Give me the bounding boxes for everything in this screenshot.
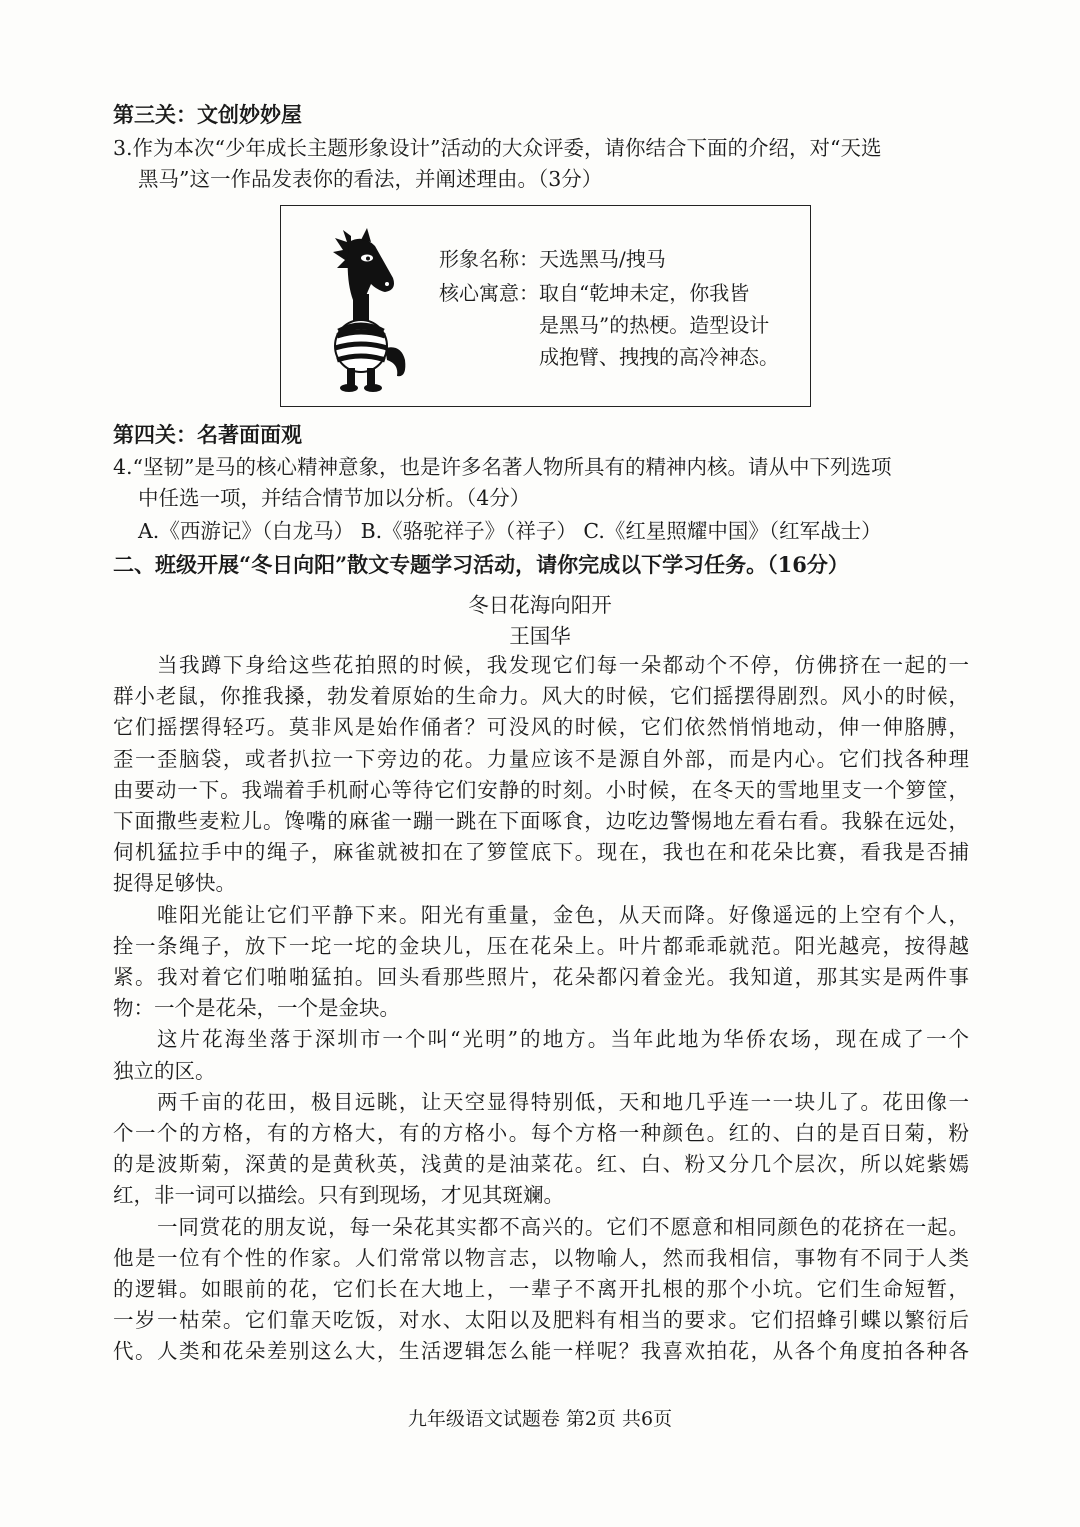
essay-line: 物：一个是花朵，一个是金块。 [113,996,400,1021]
question-4-line-2: 中任选一项，并结合情节加以分析。（4分） [138,486,531,510]
essay-line: 两千亩的花田，极目远眺，让天空显得特别低，天和地几乎连一一块儿了。花田像一 [157,1089,969,1114]
card-meaning-line-3: 成抱臂、拽拽的高冷神态。 [539,345,779,369]
card-meaning-line-1: 核心寓意：取自“乾坤未定，你我皆 [439,281,750,305]
part2-heading: 二、班级开展“冬日向阳”散文专题学习活动，请你完成以下学习任务。（16分） [113,552,849,577]
essay-line: 唯阳光能让它们平静下来。阳光有重量，金色，从天而降。好像遥远的上空有个人， [157,902,969,927]
question-3-line-1: 3.作为本次“少年成长主题形象设计”活动的大众评委，请你结合下面的介绍，对“天选 [113,136,882,160]
essay-line: 紧。我对着它们啪啪猛拍。回头看那些照片，花朵都闪着金光。我知道，那其实是两件事 [113,965,969,989]
card-meaning-line-2: 是黑马”的热梗。造型设计 [539,313,770,337]
essay-line: 他是一位有个性的作家。人们常常以物言志，以物喻人，然而我相信，事物有不同于人类 [113,1245,969,1270]
question-4-options: A.《西游记》（白龙马） B.《骆驼祥子》（祥子） C.《红星照耀中国》（红军战士） [138,519,882,543]
essay-line: 一同赏花的朋友说，每一朵花其实都不高兴的。它们不愿意和相同颜色的花挤在一起。 [157,1214,969,1239]
question-3-line-2: 黑马”这一作品发表你的看法，并阐述理由。（3分） [138,167,603,191]
essay-author: 王国华 [509,624,571,648]
mascot-card [280,205,811,407]
essay-line: 群小老鼠，你推我搡，勃发着原始的生命力。风大的时候，它们摇摆得剧烈。风小的时候， [113,684,969,709]
essay-line: 捉得足够快。 [113,871,236,896]
essay-line: 的逻辑。如眼前的花，它们长在大地上，一辈子不离开扎根的那个小坑。它们生命短暂， [113,1277,969,1301]
essay-line: 的是波斯菊，深黄的是黄秋英，浅黄的是油菜花。红、白、粉又分几个层次，所以姹紫嫣 [113,1152,969,1177]
essay-line: 歪一歪脑袋，或者扒拉一下旁边的花。力量应该不是源自外部，而是内心。它们找各种理 [113,746,969,771]
card-name-line: 形象名称：天选黑马/拽马 [439,247,666,271]
essay-line: 下面撒些麦粒儿。馋嘴的麻雀一蹦一跳在下面啄食，边吃边警惕地左看右看。我躲在远处， [113,809,969,833]
essay-line: 独立的区。 [113,1058,216,1083]
essay-line: 它们摇摆得轻巧。莫非风是始作俑者？可没风的时候，它们依然悄悄地动，伸一伸胳膊， [113,715,969,740]
essay-line: 红，非一词可以描绘。只有到现场，才见其斑斓。 [113,1183,564,1208]
essay-line: 代。人类和花朵差别这么大，生活逻辑怎么能一样呢？我喜欢拍花，从各个角度拍各种各 [113,1339,969,1364]
essay-title: 冬日花海向阳开 [468,593,612,617]
page-footer: 九年级语文试题卷 第2页 共6页 [407,1408,673,1430]
essay-line: 伺机猛拉手中的绳子，麻雀就被扣在了箩筐底下。现在，我也在和花朵比赛，看我是否捕 [113,840,969,865]
essay-line: 个一个的方格，有的方格大，有的方格小。每个方格一种颜色。红的、白的是百日菊，粉 [113,1121,969,1145]
essay-line: 一岁一枯荣。它们靠天吃饭，对水、太阳以及肥料有相当的要求。它们招蜂引蝶以繁衍后 [113,1308,969,1333]
section3-heading: 第三关：文创妙妙屋 [113,102,302,127]
horse-icon [321,228,411,393]
question-4-line-1: 4.“坚韧”是马的核心精神意象，也是许多名著人物所具有的精神内核。请从中下列选项 [113,455,892,479]
section4-heading: 第四关：名著面面观 [113,422,302,447]
essay-line: 拴一条绳子，放下一坨一坨的金块儿，压在花朵上。叶片都乖乖就范。阳光越亮，按得越 [113,933,969,958]
essay-line: 这片花海坐落于深圳市一个叫“光明”的地方。当年此地为华侨农场，现在成了一个 [157,1027,969,1052]
essay-line: 由要动一下。我端着手机耐心等待它们安静的时刻。小时候，在冬天的雪地里支一个箩筐， [113,777,969,802]
essay-line: 当我蹲下身给这些花拍照的时候，我发现它们每一朵都动个不停，仿佛挤在一起的一 [157,653,969,677]
